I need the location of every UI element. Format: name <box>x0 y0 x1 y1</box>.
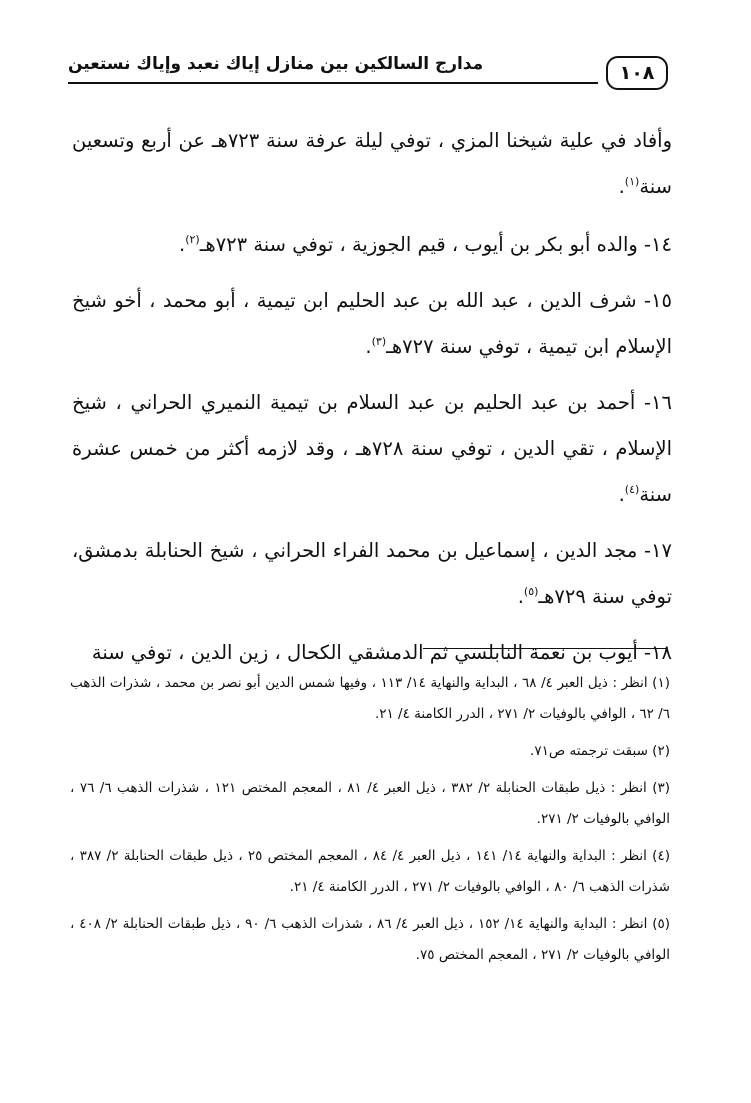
entry-text: ١٨- أيوب بن نعمة النابلسي ثم الدمشقي الكحال ، زين الدين ، توفي سنة <box>91 641 672 664</box>
entry-text: ١٤- والده أبو بكر بن أيوب ، قيم الجوزية ، توفي سنة ٧٢٣هـ <box>199 233 672 256</box>
page-number: ١٠٨ <box>606 56 668 90</box>
entry-paragraph <box>72 380 672 518</box>
footnote-ref: (٤) <box>624 483 640 496</box>
footnote: (٤) انظر : البداية والنهاية ١٤/ ١٤١ ، ذيل العبر ٤/ ٨٤ ، المعجم المختص ٢٥ ، ذيل طبقات الحنابلة ٢/ ٣٨٧ ، شذرات الذهب ٦/ ٨٠ ، الوافي بالوفيات ٢/ ٢٧١ ، الدرر الكامنة ٤/ ٢١. <box>70 848 670 895</box>
entry-text: ١٥- شرف الدين ، عبد الله بن عبد الحليم ابن تيمية ، أبو محمد ، أخو شيخ الإسلام ابن تيمية ، توفي سنة ٧٢٧هـ <box>72 289 672 358</box>
footnote: (١) انظر : ذيل العبر ٤/ ٦٨ ، البداية والنهاية ١٤/ ١١٣ ، وفيها شمس الدين أبو نصر بن محمد ، شذرات الذهب ٦/ ٦٢ ، الوافي بالوفيات ٢/ ٢٧١ ، الدرر الكامنة ٤/ ٢١. <box>70 675 670 722</box>
entry-end: . <box>178 233 186 256</box>
footnote-ref: (٥) <box>523 585 539 598</box>
entry-end: . <box>365 335 372 358</box>
footnote-ref: (٣) <box>371 335 387 348</box>
entry-paragraph <box>72 278 672 370</box>
entry-end: . <box>618 483 625 506</box>
paragraph-end: . <box>618 175 625 198</box>
footnotes <box>70 668 670 977</box>
running-header <box>68 50 668 94</box>
entry-text: ١٧- مجد الدين ، إسماعيل بن محمد الفراء الحراني ، شيخ الحنابلة بدمشق، توفي سنة ٧٢٩هـ <box>72 539 672 608</box>
entry-text: ١٦- أحمد بن عبد الحليم بن عبد السلام بن تيمية النميري الحراني ، شيخ الإسلام ، تقي الدين ، توفي سنة ٧٢٨هـ ، وقد لازمه أكثر من خمس عشرة سنة <box>72 391 673 506</box>
main-text <box>72 118 672 686</box>
entry-paragraph <box>72 528 672 620</box>
footnote: (٢) سبقت ترجمته ص٧١. <box>530 743 670 759</box>
header-rule <box>68 82 598 84</box>
footnote-rule <box>423 648 667 649</box>
footnote-ref: (٢) <box>185 233 200 246</box>
footnote: (٥) انظر : البداية والنهاية ١٤/ ١٥٢ ، ذيل العبر ٤/ ٨٦ ، شذرات الذهب ٦/ ٩٠ ، ذيل طبقات الحنابلة ٢/ ٤٠٨ ، الوافي بالوفيات ٢/ ٢٧١ ، المعجم المختص ٧٥. <box>70 916 671 963</box>
footnote: (٣) انظر : ذيل طبقات الحنابلة ٢/ ٣٨٢ ، ذيل العبر ٤/ ٨١ ، المعجم المختص ١٢١ ، شذرات الذهب ٦/ ٧٦ ، الوافي بالوفيات ٢/ ٢٧١. <box>70 780 671 827</box>
entry-end: . <box>517 585 524 608</box>
entry-paragraph <box>72 222 672 268</box>
footnote-ref: (١) <box>624 175 640 188</box>
continuation-paragraph <box>72 118 672 210</box>
paragraph-text: وأفاد في علية شيخنا المزي ، توفي ليلة عرفة سنة ٧٢٣هـ عن أربع وتسعين سنة <box>72 129 672 198</box>
book-title: مدارج السالكين بين منازل إياك نعبد وإياك نستعين <box>68 54 484 74</box>
